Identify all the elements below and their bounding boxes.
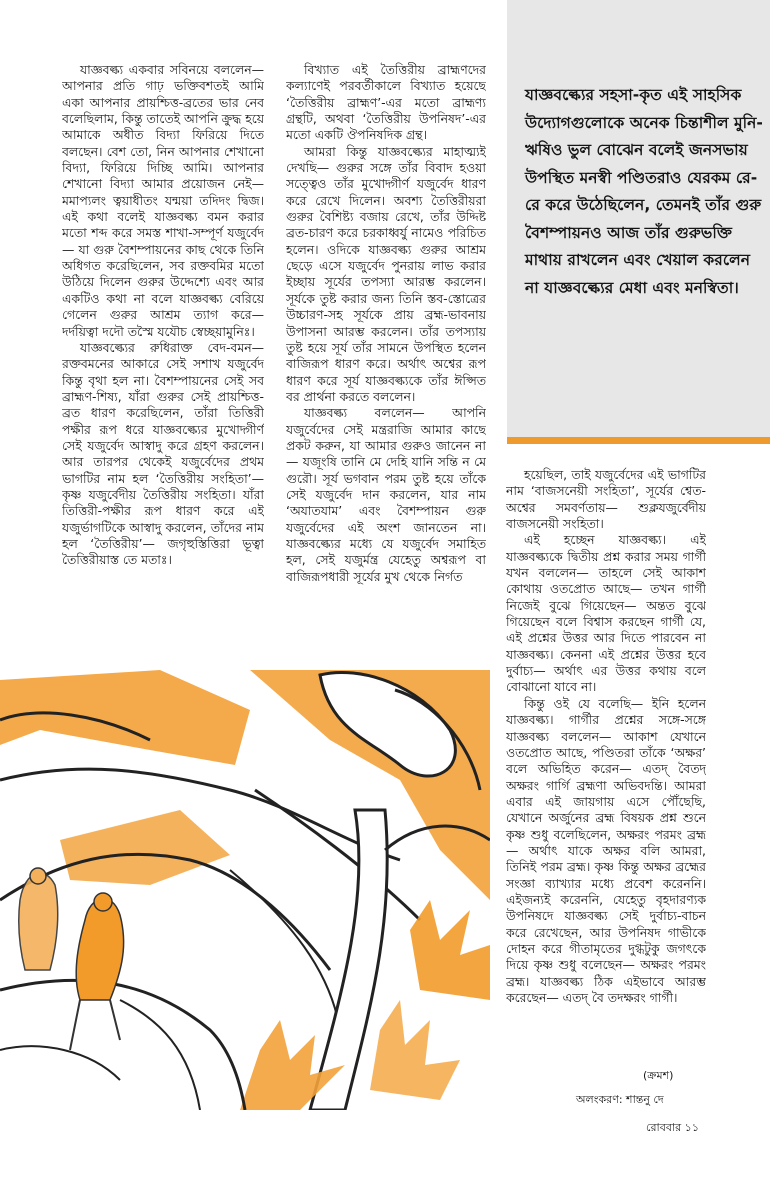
col2-para-1: বিখ্যাত এই তৈত্তিরীয় ব্রাহ্মণদের কল্যাণেই পরবর্তীকালে বিখ্যাত হয়েছে ‘তৈত্তিরীয় ব্রাহ্মণ’-এর মতো ব্রাহ্মণ্য গ্রন্থটি, অথবা ‘তৈত্তিরীয় উপনিষদ’-এর মতো একটি ঔপনিষদিক গ্রন্থ। <box>286 62 486 143</box>
col2-para-3: যাজ্ঞবল্ক্য বললেন— আপনি যজুর্বেদের সেই মন্ত্ররাজি আমার কাছে প্রকট করুন, যা আমার গুরুও জানেন না— যজূংষি তানি মে দেহি যানি সন্তি ন মে গুরৌ। সূর্য ভগবান পরম তুষ্ট হয়ে তাঁকে সেই যজুর্বেদ দান করলেন, যার নাম ‘অযাতযাম’ এবং বৈশম্পায়ন গুরু যজুর্বেদের এই অংশ জানতেন না। যাজ্ঞবল্ক্যের মধ্যে যে যজুর্বেদ সমাহিত হল, সেই যজুর্মন্ত্র যেহেতু অশ্বরূপ বা বাজিরূপধারী সূর্যের মুখ থেকে নির্গত <box>286 405 486 584</box>
col3-para-1: হয়েছিল, তাই যজুর্বেদের এই ভাগটির নাম ‘বাজসনেয়ী সংহিতা’, সূর্যের শ্বেত-অশ্বের সমবর্ণতায়— শুক্লযজুর্বেদীয় বাজসনেয়ী সংহিতা। <box>506 467 706 532</box>
pull-quote-accent-bar <box>507 437 770 444</box>
col3-para-3: কিন্তু ওই যে বলেছি— ইনি হলেন যাজ্ঞবল্ক্য। গার্গীর প্রশ্নের সঙ্গে-সঙ্গে যাজ্ঞবল্ক্য বললেন— আকাশ যেখানে ওতপ্রোত আছে, পণ্ডিতরা তাঁকে ‘অক্ষর’ বলে অভিহিত করেন— এতদ্ বৈতদ্ অক্ষরং গার্গি ব্রহ্মণা অভিবদন্তি। আমরা এবার এই জায়গায় এসে পৌঁছেছি, যেখানে অর্জুনের ব্রহ্ম বিষয়ক প্রশ্ন শুনে কৃষ্ণ শুধু বলেছিলেন, অক্ষরং পরমং ব্রহ্ম— অর্থাৎ যাকে অক্ষর বলি আমরা, তিনিই পরম ব্রহ্ম। কৃষ্ণ কিন্তু অক্ষর ব্রহ্মের সংজ্ঞা ব্যাখ্যার মধ্যে প্রবেশ করেননি। এইজন্যই করেননি, যেহেতু বৃহদারণ্যক উপনিষদে যাজ্ঞবল্ক্য সেই দুর্বাচ্য-বাচন করে রেখেছেন, আর উপনিষদ গাভীকে দোহন করে গীতামৃতের দুগ্ধটুকু জগৎকে দিয়ে কৃষ্ণ শুধু বলেছেন— অক্ষরং পরমং ব্রহ্ম। যাজ্ঞবল্ক্য ঠিক এইভাবে আরম্ভ করেছেন— এতদ্ বৈ তদক্ষরং গার্গী। <box>506 695 706 1005</box>
article-column-3 <box>506 467 706 1057</box>
col1-para-1: যাজ্ঞবল্ক্য একবার সবিনয়ে বললেন— আপনার প্রতি গাঢ় ভক্তিবশতই আমি একা আপনার প্রায়শ্চিত্ত-ব্রতের ভার নেব বলেছিলাম, কিন্তু তাতেই আপনি ক্রুদ্ধ হয়ে আমাকে অধীত বিদ্যা ফিরিয়ে দিতে বলছেন। বেশ তো, নিন আপনার শেখানো বিদ্যা, ফিরিয়ে দিচ্ছি আমি। আপনার শেখানো বিদ্যা আমার প্রয়োজন নেই— মমাপ্যলং ত্বয়াধীতং যন্ময়া তদিদং দ্বিজ। এই কথা বলেই যাজ্ঞবল্ক্য বমন করার মতো শব্দ করে সমস্ত শাখা-সম্পূর্ণ যজুর্বেদ— যা গুরু বৈশম্পায়নের কাছ থেকে তিনি অধিগত করেছিলেন, সব রক্তবমির মতো উঠিয়ে দিলেন গুরুর উদ্দেশ্যে এবং আর একটিও কথা না বলে যাজ্ঞবল্ক্য বেরিয়ে গেলেন গুরুর আশ্রম ত্যাগ করে— দর্দয়িত্বা দদৌ তস্মৈ যযৌচ স্বেচ্ছয়ামুনিঃ। <box>62 62 264 339</box>
continued-marker: (ক্রমশ) <box>643 1069 674 1082</box>
article-column-1 <box>62 62 264 652</box>
illustration-sages-landscape <box>0 670 490 1110</box>
col1-para-2: যাজ্ঞবল্ক্যের রুধিরাক্ত বেদ-বমন— রক্তবমনের আকারে সেই সশাখ যজুর্বেদ কিন্তু বৃথা হল না। বৈশম্পায়নের সেই সব ব্রাহ্মণ-শিষ্য, যাঁরা গুরুর সেই প্রায়শ্চিত্ত-ব্রত ধারণ করেছিলেন, তাঁরা তিত্তিরী পক্ষীর রূপ ধরে যাজ্ঞবল্ক্যের মুখোদ্গীর্ণ সেই যজুর্বেদ আস্বাদু করে গ্রহণ করলেন। আর তারপর থেকেই যজুর্বেদের প্রথম ভাগটির নাম হল ‘তৈত্তিরীয় সংহিতা’— কৃষ্ণ যজুর্বেদীয় তৈত্তিরীয় সংহিতা। যাঁরা তিত্তিরী-পক্ষীর রূপ ধারণ করে এই যজুর্ভাগটিকে আস্বাদু করলেন, তাঁদের নাম হল ‘তৈত্তিরীয়’— জগৃহুস্তিত্তিরা ভূত্বা তৈত্তিরীয়াস্ত তে মতাঃ। <box>62 339 264 568</box>
page-folio: রোববার ১১ <box>646 1121 699 1134</box>
col2-para-2: আমরা কিন্তু যাজ্ঞবল্ক্যের মাহাত্ম্যই দেখছি— গুরুর সঙ্গে তাঁর বিবাদ হওয়া সত্ত্বেও তাঁর মুখোদ্গীর্ণ যজুর্বেদ ধারণ করে রেখে দিলেন। অবশ্য তৈত্তিরীয়রা গুরুর বৈশিষ্ট্য বজায় রেখে, তাঁর উদ্দিষ্ট ব্রত-চারণ করে চরকাধ্বর্যু নামেও পরিচিত হলেন। ওদিকে যাজ্ঞবল্ক্য গুরুর আশ্রম ছেড়ে এসে যজুর্বেদ পুনরায় লাভ করার ইচ্ছায় সূর্যের তপস্যা আরম্ভ করলেন। সূর্যকে তুষ্ট করার জন্য তিনি স্তব-স্তোত্রের উচ্চারণ-সহ সূর্যকে প্রায় ব্রহ্ম-ভাবনায় উপাসনা আরম্ভ করলেন। তাঁর তপস্যায় তুষ্ট হয়ে সূর্য তাঁর সামনে উপস্থিত হলেন বাজিরূপ ধারণ করে। অর্থাৎ অশ্বের রূপ ধারণ করে সূর্য যাজ্ঞবল্ক্যকে তাঁর ঈপ্সিত বর প্রার্থনা করতে বললেন। <box>286 143 486 404</box>
pull-quote-box <box>507 0 770 437</box>
col3-para-2: এই হচ্ছেন যাজ্ঞবল্ক্য। এই যাজ্ঞবল্ক্যকে দ্বিতীয় প্রশ্ন করার সময় গার্গী যখন বললেন— তাহলে সেই আকাশ কোথায় ওতপ্রোত আছে— তখন গার্গী নিজেই বুঝে গিয়েছেন— অন্তত বুঝে গিয়েছেন বলে বিশ্বাস করছেন গার্গী যে, এই প্রশ্নের উত্তর আর দিতে পারবেন না যাজ্ঞবল্ক্য। কেননা এই প্রশ্নের উত্তর হবে দুর্বাচ্য— অর্থাৎ এর উত্তর কথায় বলে বোঝানো যাবে না। <box>506 532 706 695</box>
pull-quote-text: যাজ্ঞবল্ক্যের সহসা-কৃত এই সাহসিক উদ্যোগগুলোকে অনেক চিন্তাশীল মুনি-ঋষিও ভুল বোঝেন বলেই জনসভায় উপস্থিত মনস্বী পণ্ডিতরাও যেরকম রে-রে করে উঠেছিলেন, তেমনই তাঁর গুরু বৈশম্পায়নও আজ তাঁর গুরুভক্তি মাথায় রাখলেন এবং খেয়াল করলেন না যাজ্ঞবল্ক্যের মেধা এবং মনস্বিতা। <box>525 86 763 297</box>
illustration-credit: অলংকরণ: শান্তনু দে <box>576 1093 664 1106</box>
article-column-2 <box>286 62 486 652</box>
